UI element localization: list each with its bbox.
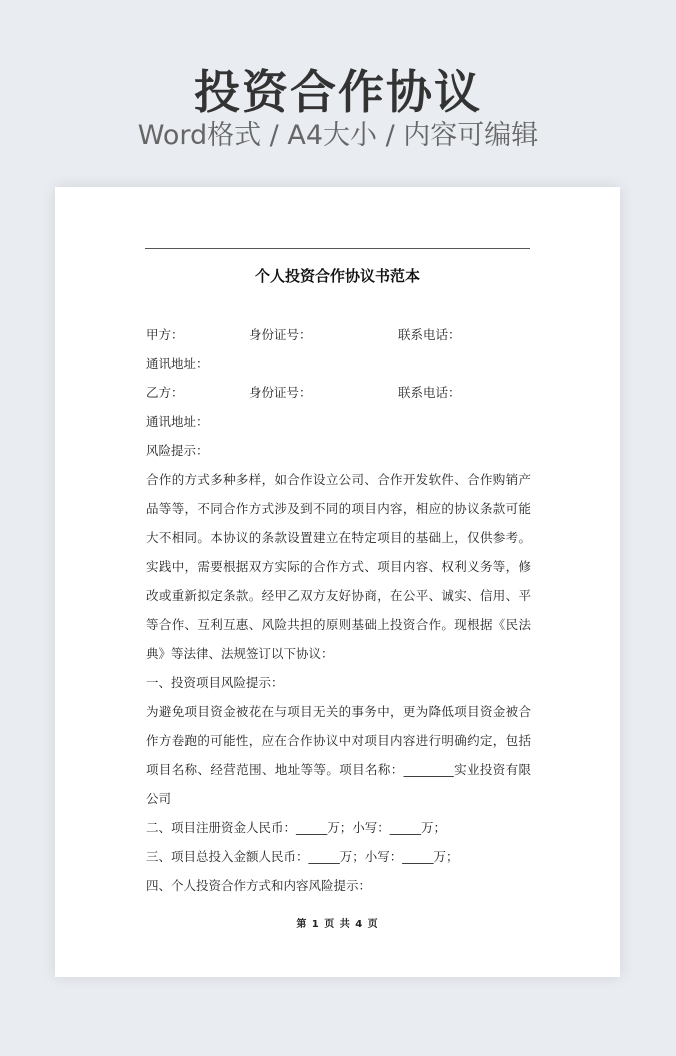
section-1-line: 公司 [146,791,172,806]
party-a-row [146,320,531,349]
header-rule [145,248,530,249]
section-3: 三、项目总投入金额人民币：_____万；小写：_____万； [146,849,459,864]
party-b-id-label: 身份证号： [249,385,312,400]
paragraph-line: 合作的方式多种多样，如合作设立公司、合作开发软件、合作购销产 [146,472,531,487]
document-page [55,187,620,977]
section-1-heading: 一、投资项目风险提示： [146,675,284,690]
section-4-heading: 四、个人投资合作方式和内容风险提示： [146,878,372,893]
section-1-line: 为避免项目资金被花在与项目无关的事务中，更为降低项目资金被合 [146,704,531,719]
paragraph-line: 典》等法律、法规签订以下协议： [146,646,334,661]
document-title: 个人投资合作协议书范本 [254,267,420,285]
banner-subtitle: Word格式 / A4大小 / 内容可编辑 [137,120,539,151]
party-b-label: 乙方： [146,385,184,400]
paragraph-line: 品等等，不同合作方式涉及到不同的项目内容，相应的协议条款可能 [146,501,531,516]
page-number-footer: 第 1 页 共 4 页 [296,919,379,930]
section-1-line: 项目名称、经营范围、地址等等。项目名称：________实业投资有限 [146,762,531,777]
document-body [146,320,531,900]
risk-label: 风险提示： [146,443,209,458]
section-2: 二、项目注册资金人民币：_____万；小写：_____万； [146,820,447,835]
party-a-address-label: 通讯地址： [146,356,209,371]
party-a-label: 甲方： [146,327,184,342]
party-b-phone-label: 联系电话： [398,385,461,400]
party-b-address-label: 通讯地址： [146,414,209,429]
party-a-id-label: 身份证号： [249,327,312,342]
party-b-row [146,378,531,407]
paragraph-line: 实践中，需要根据双方实际的合作方式、项目内容、权利义务等，修 [146,559,531,574]
paragraph-line: 改或重新拟定条款。经甲乙双方友好协商，在公平、诚实、信用、平 [146,588,531,603]
section-1-line: 作方卷跑的可能性，应在合作协议中对项目内容进行明确约定，包括 [146,733,531,748]
paragraph-line: 大不相同。本协议的条款设置建立在特定项目的基础上，仅供参考。 [146,530,531,545]
party-a-phone-label: 联系电话： [398,327,461,342]
paragraph-line: 等合作、互利互惠、风险共担的原则基础上投资合作。现根据《民法 [146,617,531,632]
banner-title: 投资合作协议 [194,65,482,119]
